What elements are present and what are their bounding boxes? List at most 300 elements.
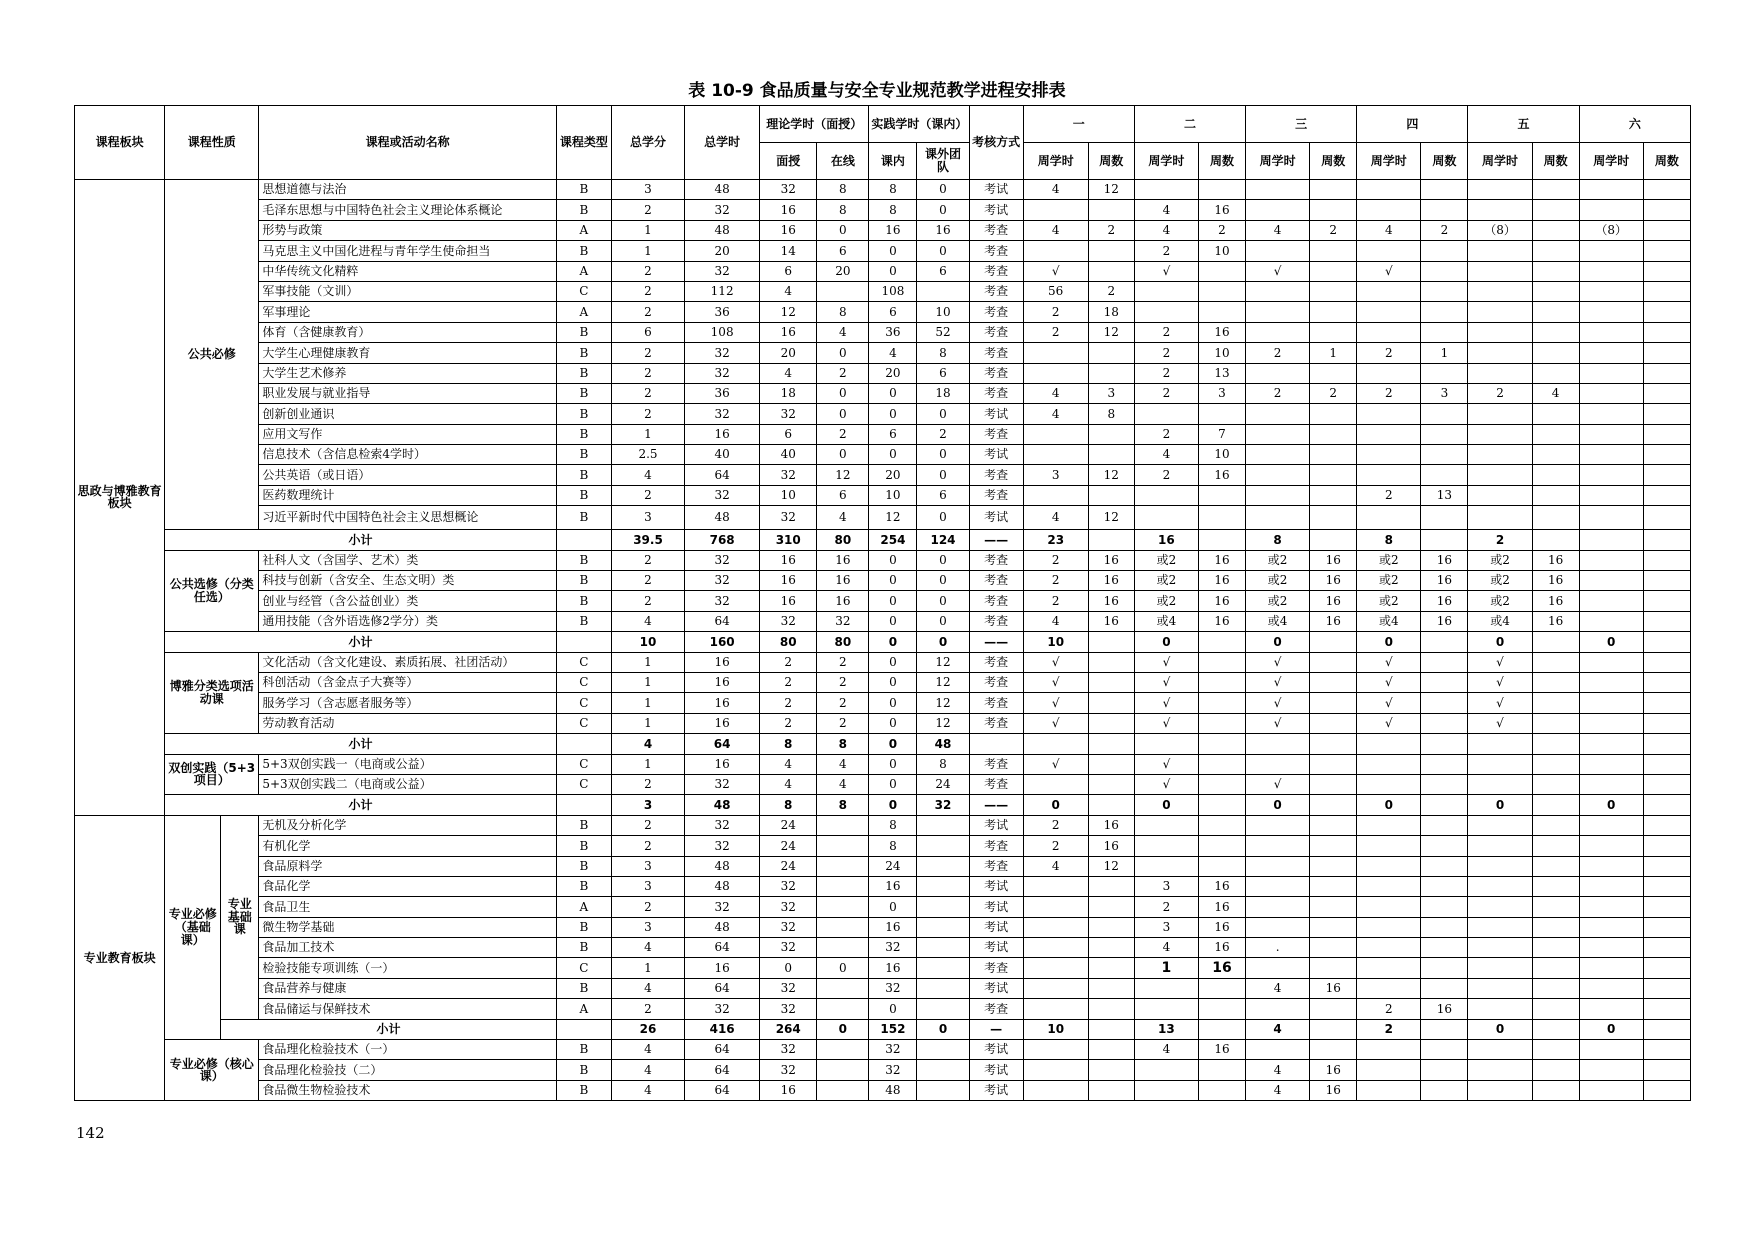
weeks-cell: 4 — [1532, 383, 1579, 403]
header-semester-6: 六 — [1579, 106, 1690, 143]
practice-team-cell: 0 — [917, 465, 969, 485]
exam-cell: 考试 — [969, 815, 1023, 835]
weeks-cell — [1088, 978, 1134, 998]
exam-cell: 考查 — [969, 424, 1023, 444]
practice-in-cell: 16 — [869, 220, 917, 240]
weeks-cell — [1643, 445, 1690, 465]
theory-online-cell: 4 — [817, 506, 869, 530]
week-hours-cell: 4 — [1023, 856, 1088, 876]
exam-cell: 考查 — [969, 652, 1023, 672]
week-hours-cell — [1468, 999, 1532, 1019]
week-hours-cell: 2 — [1134, 465, 1198, 485]
week-hours-cell: √ — [1246, 672, 1310, 692]
week-hours-cell: √ — [1134, 672, 1198, 692]
week-hours-cell — [1134, 1080, 1198, 1100]
hours-cell: 32 — [685, 591, 760, 611]
course-name-cell: 社科人文（含国学、艺术）类 — [259, 550, 557, 570]
week-hours-cell — [1579, 693, 1643, 713]
theory-online-cell: 0 — [817, 958, 869, 978]
practice-team-cell — [917, 281, 969, 301]
credits-cell: 1 — [611, 754, 684, 774]
table-title: 表 10-9 食品质量与安全专业规范教学进程安排表 — [688, 81, 1066, 101]
course-name-cell: 有机化学 — [259, 836, 557, 856]
week-hours-cell: 10 — [1023, 1019, 1088, 1039]
week-hours-cell — [1579, 591, 1643, 611]
theory-online-cell: 4 — [817, 774, 869, 794]
weeks-cell — [1421, 693, 1468, 713]
practice-in-cell: 12 — [869, 506, 917, 530]
table-row — [75, 241, 1691, 261]
credits-cell: 4 — [611, 734, 684, 754]
table-row — [75, 404, 1691, 424]
course-name-cell: 通用技能（含外语选修2学分）类 — [259, 611, 557, 631]
credits-cell: 1 — [611, 241, 684, 261]
credits-cell: 2 — [611, 485, 684, 505]
weeks-cell — [1643, 876, 1690, 896]
weeks-cell: 16 — [1088, 571, 1134, 591]
week-hours-cell — [1246, 836, 1310, 856]
weeks-cell — [1088, 795, 1134, 815]
header-hours: 总学时 — [685, 106, 760, 180]
credits-cell: 2 — [611, 302, 684, 322]
course-type-cell: A — [556, 999, 611, 1019]
weeks-cell — [1198, 856, 1245, 876]
weeks-cell — [1643, 281, 1690, 301]
week-hours-cell — [1579, 241, 1643, 261]
weeks-cell — [1421, 978, 1468, 998]
credits-cell: 2 — [611, 343, 684, 363]
theory-online-cell — [817, 815, 869, 835]
week-hours-cell — [1246, 445, 1310, 465]
week-hours-cell: 0 — [1134, 632, 1198, 652]
weeks-cell: 3 — [1421, 383, 1468, 403]
weeks-cell — [1643, 571, 1690, 591]
weeks-cell — [1421, 856, 1468, 876]
practice-in-cell: 16 — [869, 917, 917, 937]
course-type-cell: B — [556, 917, 611, 937]
week-hours-cell — [1468, 917, 1532, 937]
header-weeks: 周数 — [1643, 143, 1690, 180]
practice-team-cell: 0 — [917, 611, 969, 631]
hours-cell: 32 — [685, 404, 760, 424]
practice-team-cell — [917, 836, 969, 856]
exam-cell: 考试 — [969, 200, 1023, 220]
week-hours-cell — [1357, 465, 1421, 485]
weeks-cell — [1532, 734, 1579, 754]
hours-cell: 768 — [685, 530, 760, 550]
weeks-cell — [1310, 856, 1357, 876]
hours-cell: 64 — [685, 1080, 760, 1100]
exam-cell: 考查 — [969, 241, 1023, 261]
credits-cell: 3 — [611, 856, 684, 876]
exam-cell: 考查 — [969, 550, 1023, 570]
practice-team-cell: 6 — [917, 485, 969, 505]
week-hours-cell: 2 — [1357, 999, 1421, 1019]
theory-face-cell: 24 — [760, 856, 817, 876]
theory-face-cell: 16 — [760, 220, 817, 240]
weeks-cell — [1532, 632, 1579, 652]
week-hours-cell — [1468, 404, 1532, 424]
weeks-cell: 10 — [1198, 241, 1245, 261]
header-credits: 总学分 — [611, 106, 684, 180]
week-hours-cell: 16 — [1134, 530, 1198, 550]
weeks-cell — [1198, 281, 1245, 301]
practice-in-cell: 6 — [869, 302, 917, 322]
week-hours-cell — [1134, 281, 1198, 301]
theory-online-cell: 0 — [817, 383, 869, 403]
weeks-cell — [1421, 261, 1468, 281]
table-row — [75, 363, 1691, 383]
weeks-cell — [1310, 465, 1357, 485]
course-name-cell: 马克思主义中国化进程与青年学生使命担当 — [259, 241, 557, 261]
course-type-cell: B — [556, 445, 611, 465]
exam-cell: 考查 — [969, 611, 1023, 631]
weeks-cell — [1088, 713, 1134, 733]
course-type-cell: B — [556, 611, 611, 631]
header-week-hours: 周学时 — [1246, 143, 1310, 180]
week-hours-cell: 0 — [1357, 795, 1421, 815]
practice-in-cell: 0 — [869, 734, 917, 754]
course-type-cell: B — [556, 241, 611, 261]
course-type-cell: B — [556, 856, 611, 876]
weeks-cell — [1198, 999, 1245, 1019]
exam-cell: 考查 — [969, 302, 1023, 322]
week-hours-cell: 4 — [1023, 404, 1088, 424]
theory-online-cell: 6 — [817, 241, 869, 261]
table-row — [75, 445, 1691, 465]
week-hours-cell — [1579, 1040, 1643, 1060]
hours-cell: 64 — [685, 465, 760, 485]
theory-face-cell: 40 — [760, 445, 817, 465]
week-hours-cell — [1579, 856, 1643, 876]
course-type-cell: C — [556, 672, 611, 692]
week-hours-cell: 或2 — [1246, 591, 1310, 611]
week-hours-cell: √ — [1134, 652, 1198, 672]
weeks-cell — [1310, 734, 1357, 754]
exam-cell: 考查 — [969, 836, 1023, 856]
theory-face-cell: 4 — [760, 754, 817, 774]
exam-cell: 考查 — [969, 220, 1023, 240]
week-hours-cell: √ — [1023, 261, 1088, 281]
practice-team-cell: 12 — [917, 672, 969, 692]
practice-team-cell — [917, 856, 969, 876]
weeks-cell — [1643, 795, 1690, 815]
week-hours-cell — [1579, 815, 1643, 835]
subtotal-label: 小计 — [165, 734, 557, 754]
week-hours-cell: 10 — [1023, 632, 1088, 652]
course-name-cell: 形势与政策 — [259, 220, 557, 240]
week-hours-cell: 2 — [1134, 363, 1198, 383]
week-hours-cell — [1134, 1060, 1198, 1080]
week-hours-cell — [1134, 485, 1198, 505]
course-name-cell: 思想道德与法治 — [259, 180, 557, 200]
weeks-cell — [1310, 200, 1357, 220]
weeks-cell — [1532, 856, 1579, 876]
practice-team-cell — [917, 958, 969, 978]
week-hours-cell: 2 — [1023, 591, 1088, 611]
weeks-cell: 3 — [1088, 383, 1134, 403]
week-hours-cell — [1357, 200, 1421, 220]
subtotal-label: 小计 — [221, 1019, 557, 1039]
weeks-cell — [1088, 1040, 1134, 1060]
weeks-cell — [1198, 693, 1245, 713]
practice-in-cell: 48 — [869, 1080, 917, 1100]
table-row — [75, 754, 1691, 774]
week-hours-cell — [1134, 302, 1198, 322]
theory-face-cell: 4 — [760, 774, 817, 794]
table-row — [75, 958, 1691, 978]
week-hours-cell — [1357, 1060, 1421, 1080]
course-name-cell: 食品微生物检验技术 — [259, 1080, 557, 1100]
course-type-cell: C — [556, 281, 611, 301]
weeks-cell — [1532, 530, 1579, 550]
week-hours-cell — [1357, 754, 1421, 774]
week-hours-cell — [1246, 876, 1310, 896]
weeks-cell — [1088, 1019, 1134, 1039]
week-hours-cell: √ — [1357, 672, 1421, 692]
practice-in-cell: 8 — [869, 836, 917, 856]
week-hours-cell — [1246, 999, 1310, 1019]
week-hours-cell — [1468, 774, 1532, 794]
hours-cell: 16 — [685, 754, 760, 774]
course-type-cell: B — [556, 322, 611, 342]
practice-in-cell: 0 — [869, 241, 917, 261]
week-hours-cell — [1468, 200, 1532, 220]
credits-cell: 4 — [611, 1080, 684, 1100]
week-hours-cell — [1579, 530, 1643, 550]
week-hours-cell: √ — [1357, 261, 1421, 281]
week-hours-cell: 0 — [1468, 632, 1532, 652]
group-cell: 公共必修 — [165, 180, 259, 530]
course-name-cell: 科创活动（含金点子大赛等） — [259, 672, 557, 692]
group-cell: 博雅分类选项活动课 — [165, 652, 259, 734]
weeks-cell — [1088, 917, 1134, 937]
hours-cell: 160 — [685, 632, 760, 652]
weeks-cell — [1421, 836, 1468, 856]
week-hours-cell — [1468, 343, 1532, 363]
theory-face-cell: 16 — [760, 591, 817, 611]
theory-online-cell — [817, 1080, 869, 1100]
week-hours-cell — [1023, 1060, 1088, 1080]
table-row — [75, 999, 1691, 1019]
course-type-cell — [556, 795, 611, 815]
weeks-cell — [1310, 917, 1357, 937]
header-type: 课程类型 — [556, 106, 611, 180]
exam-cell — [969, 734, 1023, 754]
theory-online-cell: 32 — [817, 611, 869, 631]
weeks-cell: 2 — [1310, 383, 1357, 403]
weeks-cell: 16 — [1198, 591, 1245, 611]
subtotal-label: 小计 — [165, 795, 557, 815]
theory-online-cell: 8 — [817, 734, 869, 754]
weeks-cell — [1421, 465, 1468, 485]
week-hours-cell: 3 — [1023, 465, 1088, 485]
exam-cell: 考试 — [969, 978, 1023, 998]
weeks-cell — [1088, 734, 1134, 754]
course-name-cell: 军事理论 — [259, 302, 557, 322]
weeks-cell: 2 — [1421, 220, 1468, 240]
practice-team-cell: 10 — [917, 302, 969, 322]
table-row — [75, 220, 1691, 240]
theory-online-cell: 80 — [817, 632, 869, 652]
weeks-cell: 18 — [1088, 302, 1134, 322]
course-type-cell: B — [556, 815, 611, 835]
practice-team-cell: 12 — [917, 652, 969, 672]
week-hours-cell: √ — [1134, 754, 1198, 774]
theory-online-cell: 2 — [817, 713, 869, 733]
course-type-cell: C — [556, 774, 611, 794]
weeks-cell — [1643, 1060, 1690, 1080]
course-type-cell: A — [556, 897, 611, 917]
theory-face-cell: 2 — [760, 713, 817, 733]
week-hours-cell: 或2 — [1468, 591, 1532, 611]
practice-in-cell: 0 — [869, 445, 917, 465]
weeks-cell: 16 — [1198, 465, 1245, 485]
week-hours-cell: 0 — [1134, 795, 1198, 815]
weeks-cell: 16 — [1198, 550, 1245, 570]
weeks-cell — [1310, 363, 1357, 383]
course-name-cell: 食品理化检验技术（一） — [259, 1040, 557, 1060]
credits-cell: 2 — [611, 815, 684, 835]
exam-cell: 考查 — [969, 343, 1023, 363]
weeks-cell: 7 — [1198, 424, 1245, 444]
course-name-cell: 5+3双创实践一（电商或公益） — [259, 754, 557, 774]
theory-online-cell — [817, 281, 869, 301]
week-hours-cell: 4 — [1246, 1080, 1310, 1100]
practice-team-cell — [917, 938, 969, 958]
hours-cell: 48 — [685, 876, 760, 896]
weeks-cell — [1310, 261, 1357, 281]
week-hours-cell: 或4 — [1468, 611, 1532, 631]
weeks-cell: 2 — [1088, 281, 1134, 301]
weeks-cell — [1198, 530, 1245, 550]
course-type-cell: C — [556, 754, 611, 774]
theory-online-cell — [817, 836, 869, 856]
week-hours-cell — [1468, 1040, 1532, 1060]
weeks-cell — [1532, 693, 1579, 713]
exam-cell: 考查 — [969, 261, 1023, 281]
course-name-cell: 公共英语（或日语） — [259, 465, 557, 485]
weeks-cell: 16 — [1088, 550, 1134, 570]
theory-face-cell: 8 — [760, 734, 817, 754]
course-name-cell: 无机及分析化学 — [259, 815, 557, 835]
header-nature: 课程性质 — [165, 106, 259, 180]
weeks-cell — [1532, 302, 1579, 322]
weeks-cell — [1310, 404, 1357, 424]
course-name-cell: 创业与经管（含公益创业）类 — [259, 591, 557, 611]
weeks-cell — [1532, 999, 1579, 1019]
weeks-cell — [1088, 632, 1134, 652]
week-hours-cell — [1357, 958, 1421, 978]
week-hours-cell — [1357, 917, 1421, 937]
table-row — [75, 343, 1691, 363]
exam-cell: 考试 — [969, 917, 1023, 937]
weeks-cell — [1198, 754, 1245, 774]
weeks-cell — [1421, 1080, 1468, 1100]
course-type-cell: B — [556, 1040, 611, 1060]
week-hours-cell — [1468, 897, 1532, 917]
theory-face-cell: 32 — [760, 999, 817, 1019]
week-hours-cell: √ — [1246, 261, 1310, 281]
week-hours-cell — [1468, 958, 1532, 978]
weeks-cell — [1421, 180, 1468, 200]
week-hours-cell: √ — [1134, 261, 1198, 281]
course-type-cell — [556, 734, 611, 754]
week-hours-cell — [1579, 836, 1643, 856]
course-name-cell: 习近平新时代中国特色社会主义思想概论 — [259, 506, 557, 530]
course-type-cell: B — [556, 836, 611, 856]
course-name-cell: 创新创业通识 — [259, 404, 557, 424]
hours-cell: 32 — [685, 261, 760, 281]
practice-in-cell: 20 — [869, 363, 917, 383]
week-hours-cell: √ — [1468, 652, 1532, 672]
weeks-cell — [1421, 445, 1468, 465]
theory-face-cell: 310 — [760, 530, 817, 550]
header-weeks: 周数 — [1532, 143, 1579, 180]
weeks-cell: 16 — [1088, 591, 1134, 611]
week-hours-cell — [1468, 876, 1532, 896]
weeks-cell — [1198, 261, 1245, 281]
credits-cell: 1 — [611, 693, 684, 713]
week-hours-cell: 56 — [1023, 281, 1088, 301]
week-hours-cell: 或2 — [1246, 571, 1310, 591]
credits-cell: 1 — [611, 713, 684, 733]
credits-cell: 2 — [611, 571, 684, 591]
practice-in-cell: 36 — [869, 322, 917, 342]
weeks-cell — [1532, 938, 1579, 958]
week-hours-cell — [1579, 485, 1643, 505]
weeks-cell: 8 — [1088, 404, 1134, 424]
credits-cell: 2 — [611, 897, 684, 917]
weeks-cell: 16 — [1532, 550, 1579, 570]
practice-team-cell: 0 — [917, 591, 969, 611]
weeks-cell — [1532, 220, 1579, 240]
week-hours-cell — [1134, 999, 1198, 1019]
credits-cell: 10 — [611, 632, 684, 652]
practice-team-cell: 6 — [917, 363, 969, 383]
theory-online-cell: 0 — [817, 343, 869, 363]
week-hours-cell — [1246, 958, 1310, 978]
table-row — [75, 485, 1691, 505]
module-cell: 专业教育板块 — [75, 815, 165, 1100]
practice-in-cell: 8 — [869, 200, 917, 220]
weeks-cell: 16 — [1310, 571, 1357, 591]
header-exam: 考核方式 — [969, 106, 1023, 180]
week-hours-cell — [1246, 815, 1310, 835]
week-hours-cell — [1023, 241, 1088, 261]
group-cell: 专业基础课 — [221, 815, 259, 1019]
week-hours-cell — [1579, 1080, 1643, 1100]
practice-team-cell: 0 — [917, 445, 969, 465]
week-hours-cell — [1468, 754, 1532, 774]
week-hours-cell: √ — [1246, 774, 1310, 794]
week-hours-cell — [1357, 363, 1421, 383]
table-row — [75, 1040, 1691, 1060]
week-hours-cell — [1246, 1040, 1310, 1060]
theory-online-cell — [817, 1060, 869, 1080]
week-hours-cell: 2 — [1134, 322, 1198, 342]
weeks-cell — [1643, 1080, 1690, 1100]
week-hours-cell — [1246, 302, 1310, 322]
course-name-cell: 食品化学 — [259, 876, 557, 896]
practice-team-cell — [917, 978, 969, 998]
week-hours-cell — [1579, 876, 1643, 896]
week-hours-cell: √ — [1357, 693, 1421, 713]
weeks-cell — [1532, 241, 1579, 261]
theory-online-cell — [817, 876, 869, 896]
weeks-cell — [1088, 424, 1134, 444]
practice-team-cell: 2 — [917, 424, 969, 444]
